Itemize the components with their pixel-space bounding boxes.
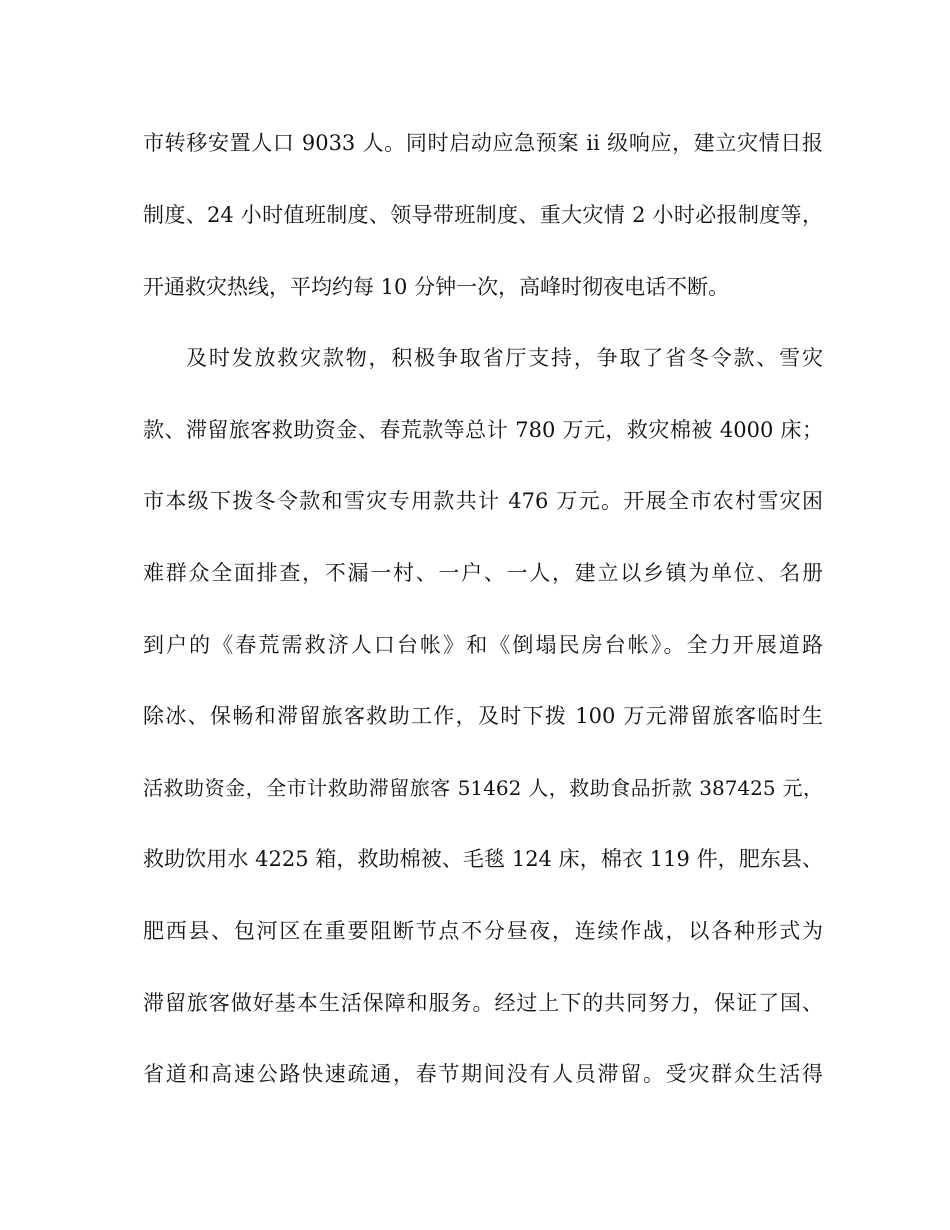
text-line-6: 市本级下拨冬令款和雪灾专用款共计 476 万元。开展全市农村雪灾困	[143, 489, 823, 513]
text-line-11: 救助饮用水 4225 箱，救助棉被、毛毯 124 床，棉衣 119 件，肥东县、	[143, 847, 823, 871]
text-line-9: 除冰、保畅和滞留旅客救助工作，及时下拨 100 万元滞留旅客临时生	[143, 704, 823, 728]
text-line-7: 难群众全面排查，不漏一村、一户、一人，建立以乡镇为单位、名册	[143, 561, 823, 585]
text-line-2: 制度、24 小时值班制度、领导带班制度、重大灾情 2 小时必报制度等，	[143, 203, 823, 227]
text-line-1: 市转移安置人口 9033 人。同时启动应急预案 ii 级响应，建立灾情日报	[143, 131, 823, 155]
text-line-13: 滞留旅客做好基本生活保障和服务。经过上下的共同努力，保证了国、	[143, 991, 823, 1015]
text-line-5: 款、滞留旅客救助资金、春荒款等总计 780 万元，救灾棉被 4000 床；	[143, 418, 823, 442]
text-line-14: 省道和高速公路快速疏通，春节期间没有人员滞留。受灾群众生活得	[143, 1062, 823, 1086]
text-line-12: 肥西县、包河区在重要阻断节点不分昼夜，连续作战，以各种形式为	[143, 919, 823, 943]
text-line-8: 到户的《春荒需救济人口台帐》和《倒塌民房台帐》。全力开展道路	[143, 633, 823, 657]
text-line-10: 活救助资金，全市计救助滞留旅客 51462 人，救助食品折款 387425 元，	[143, 776, 823, 800]
text-line-4: 及时发放救灾款物，积极争取省厅支持，争取了省冬令款、雪灾	[186, 346, 823, 370]
text-line-3: 开通救灾热线，平均约每 10 分钟一次，高峰时彻夜电话不断。	[143, 275, 730, 299]
